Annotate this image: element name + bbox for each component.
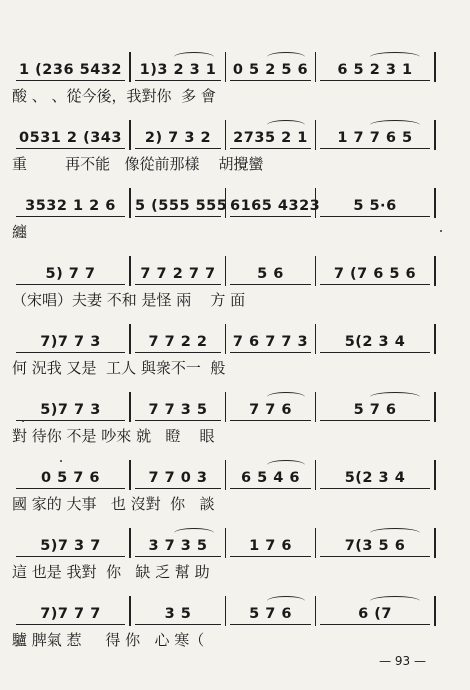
beam-underline bbox=[16, 352, 125, 353]
slur-mark bbox=[174, 52, 214, 62]
measure bbox=[316, 188, 436, 218]
slur-mark bbox=[267, 460, 305, 470]
lyrics-text: （宋唱）夫妻 不和 是怪 兩 方 面 bbox=[12, 290, 246, 309]
slur-mark bbox=[370, 392, 420, 402]
measure bbox=[316, 120, 436, 150]
measure-notes: 5)7 3 7 bbox=[40, 538, 101, 554]
beam-underline bbox=[16, 488, 125, 489]
score-system bbox=[12, 528, 452, 596]
beam-underline bbox=[320, 488, 430, 489]
beam-underline bbox=[320, 420, 430, 421]
beam-underline bbox=[230, 556, 311, 557]
lyrics-text: 這 也是 我對 你 缺 乏 幫 助 bbox=[12, 562, 210, 581]
measure bbox=[130, 324, 226, 354]
notation-line bbox=[12, 52, 452, 82]
notation-line bbox=[12, 460, 452, 490]
measure-notes: 7 7 3 5 bbox=[148, 402, 208, 418]
measure bbox=[12, 324, 130, 354]
slur-mark bbox=[267, 392, 305, 402]
beam-underline bbox=[320, 352, 430, 353]
measure bbox=[12, 52, 130, 82]
measure bbox=[316, 52, 436, 82]
measure-notes: 5 5·6 bbox=[353, 198, 397, 214]
measure bbox=[316, 256, 436, 286]
measure bbox=[12, 460, 130, 490]
measure-notes: 5(2 3 4 bbox=[344, 470, 406, 486]
lyrics-line bbox=[12, 558, 452, 584]
beam-underline bbox=[135, 556, 221, 557]
beam-underline bbox=[230, 352, 311, 353]
notation-line bbox=[12, 120, 452, 150]
beam-underline bbox=[135, 488, 221, 489]
measure-notes: 5 7 6 bbox=[353, 402, 397, 418]
measure-notes: 3 7 3 5 bbox=[148, 538, 208, 554]
measure bbox=[316, 528, 436, 558]
measure-notes: 1 7 6 bbox=[249, 538, 292, 554]
slur-mark bbox=[267, 596, 305, 606]
beam-underline bbox=[135, 284, 221, 285]
lyrics-text: 對 待你 不是 吵來 就 瞪 眼 bbox=[12, 426, 215, 445]
beam-underline bbox=[16, 80, 125, 81]
measure-notes: 2735 2 1 bbox=[233, 130, 308, 146]
measure-notes: 2) 7 3 2 bbox=[144, 130, 212, 146]
measure-notes: 7 7 2 7 7 bbox=[140, 266, 216, 282]
slur-mark bbox=[267, 52, 305, 62]
measure bbox=[226, 596, 316, 626]
measure bbox=[226, 120, 316, 150]
measure bbox=[226, 324, 316, 354]
measure-notes: 6 (7 bbox=[358, 606, 392, 622]
measure bbox=[226, 52, 316, 82]
score-system bbox=[12, 120, 452, 188]
lyrics-text: 重 再不能 像從前那樣 胡攪蠻 bbox=[12, 154, 264, 173]
beam-underline bbox=[135, 420, 221, 421]
measure bbox=[12, 120, 130, 150]
measure-notes: 7 7 0 3 bbox=[148, 470, 208, 486]
measure bbox=[226, 460, 316, 490]
beam-underline bbox=[135, 352, 221, 353]
lyrics-line bbox=[12, 490, 452, 516]
beam-underline bbox=[16, 284, 125, 285]
lyrics-text: 纏 bbox=[12, 222, 28, 241]
notation-line bbox=[12, 392, 452, 422]
notation-line bbox=[12, 256, 452, 286]
measure-notes: 0 5 7 6 bbox=[40, 470, 100, 486]
measure bbox=[130, 528, 226, 558]
measure bbox=[130, 188, 226, 218]
lyrics-text: 酸 、 、從今後，我對你 多 會 bbox=[12, 86, 216, 105]
beam-underline bbox=[230, 488, 311, 489]
slur-mark bbox=[370, 52, 420, 62]
measure bbox=[130, 596, 226, 626]
beam-underline bbox=[230, 216, 311, 217]
beam-underline bbox=[135, 148, 221, 149]
lyrics-text: 何 況我 又是 工人 與衆不一 般 bbox=[12, 358, 226, 377]
lyrics-text: 驢 脾氣 惹 得 你 心 寒（ bbox=[12, 630, 205, 649]
score-system bbox=[12, 188, 452, 256]
lyrics-line bbox=[12, 218, 452, 244]
measure bbox=[130, 460, 226, 490]
measure-notes: 5 (555 555 bbox=[135, 198, 228, 214]
measure-notes: 6 5 4 6 bbox=[240, 470, 300, 486]
beam-underline bbox=[16, 420, 125, 421]
measure-notes: 7 (7 6 5 6 bbox=[333, 266, 417, 282]
beam-underline bbox=[230, 284, 311, 285]
lyrics-line bbox=[12, 422, 452, 448]
lyrics-line bbox=[12, 354, 452, 380]
beam-underline bbox=[135, 80, 221, 81]
beam-underline bbox=[16, 148, 125, 149]
measure-notes: 7(3 5 6 bbox=[344, 538, 406, 554]
score-system bbox=[12, 392, 452, 460]
beam-underline bbox=[16, 216, 125, 217]
slur-mark bbox=[370, 528, 420, 538]
beam-underline bbox=[320, 148, 430, 149]
measure bbox=[226, 256, 316, 286]
notation-line bbox=[12, 188, 452, 218]
measure-notes: 5)7 7 3 bbox=[40, 402, 101, 418]
beam-underline bbox=[320, 556, 430, 557]
page-number: — 93 — bbox=[379, 654, 426, 668]
measure bbox=[226, 392, 316, 422]
score-system bbox=[12, 52, 452, 120]
measure-notes: 6 5 2 3 1 bbox=[337, 62, 413, 78]
beam-underline bbox=[320, 284, 430, 285]
beam-underline bbox=[320, 624, 430, 625]
notation-line bbox=[12, 324, 452, 354]
measure bbox=[130, 392, 226, 422]
score-system bbox=[12, 324, 452, 392]
measure bbox=[12, 188, 130, 218]
measure-notes: 5 7 6 bbox=[249, 606, 292, 622]
measure-notes: 7 7 6 bbox=[249, 402, 292, 418]
beam-underline bbox=[16, 624, 125, 625]
measure-notes: 3 5 bbox=[164, 606, 192, 622]
slur-mark bbox=[267, 120, 305, 130]
measure bbox=[316, 324, 436, 354]
beam-underline bbox=[135, 216, 221, 217]
measure-notes: 0531 2 (343 bbox=[19, 130, 122, 146]
measure-notes: 1 (236 5432 bbox=[19, 62, 122, 78]
measure-notes: 7 6 7 7 3 bbox=[232, 334, 309, 350]
notation-line bbox=[12, 528, 452, 558]
lyrics-line bbox=[12, 82, 452, 108]
score-system bbox=[12, 256, 452, 324]
measure-notes: 7)7 7 3 bbox=[40, 334, 101, 350]
measure bbox=[226, 528, 316, 558]
beam-underline bbox=[230, 80, 311, 81]
beam-underline bbox=[230, 148, 311, 149]
beam-underline bbox=[230, 420, 311, 421]
measure-notes: 1)3 2 3 1 bbox=[139, 62, 217, 78]
measure bbox=[12, 256, 130, 286]
measure-notes: 1 7 7 6 5 bbox=[337, 130, 413, 146]
measure bbox=[130, 52, 226, 82]
measure bbox=[316, 460, 436, 490]
slur-mark bbox=[174, 528, 214, 538]
measure-notes: 5(2 3 4 bbox=[344, 334, 406, 350]
measure-notes: 5 6 bbox=[257, 266, 284, 282]
measure bbox=[316, 596, 436, 626]
score-system bbox=[12, 460, 452, 528]
lyrics-line bbox=[12, 150, 452, 176]
lyrics-line bbox=[12, 286, 452, 312]
measure bbox=[226, 188, 321, 218]
beam-underline bbox=[230, 624, 311, 625]
measure-notes: 0 5 2 5 6 bbox=[232, 62, 309, 78]
measure bbox=[12, 392, 130, 422]
measure-notes: 6165 4323 bbox=[230, 198, 321, 214]
numbered-notation-score bbox=[12, 52, 452, 664]
measure-notes: 7 7 2 2 bbox=[148, 334, 208, 350]
beam-underline bbox=[16, 556, 125, 557]
measure-notes: 5) 7 7 bbox=[45, 266, 96, 282]
beam-underline bbox=[135, 624, 221, 625]
slur-mark bbox=[370, 120, 420, 130]
measure bbox=[130, 256, 226, 286]
notation-line bbox=[12, 596, 452, 626]
measure bbox=[130, 120, 226, 150]
measure-notes: 7)7 7 7 bbox=[40, 606, 101, 622]
measure bbox=[12, 596, 130, 626]
slur-mark bbox=[370, 596, 420, 606]
beam-underline bbox=[320, 216, 430, 217]
measure-notes: 3532 1 2 6 bbox=[25, 198, 116, 214]
measure bbox=[12, 528, 130, 558]
lyrics-text: 國 家的 大事 也 沒對 你 談 bbox=[12, 494, 215, 513]
measure bbox=[316, 392, 436, 422]
beam-underline bbox=[320, 80, 430, 81]
lyrics-line bbox=[12, 626, 452, 652]
